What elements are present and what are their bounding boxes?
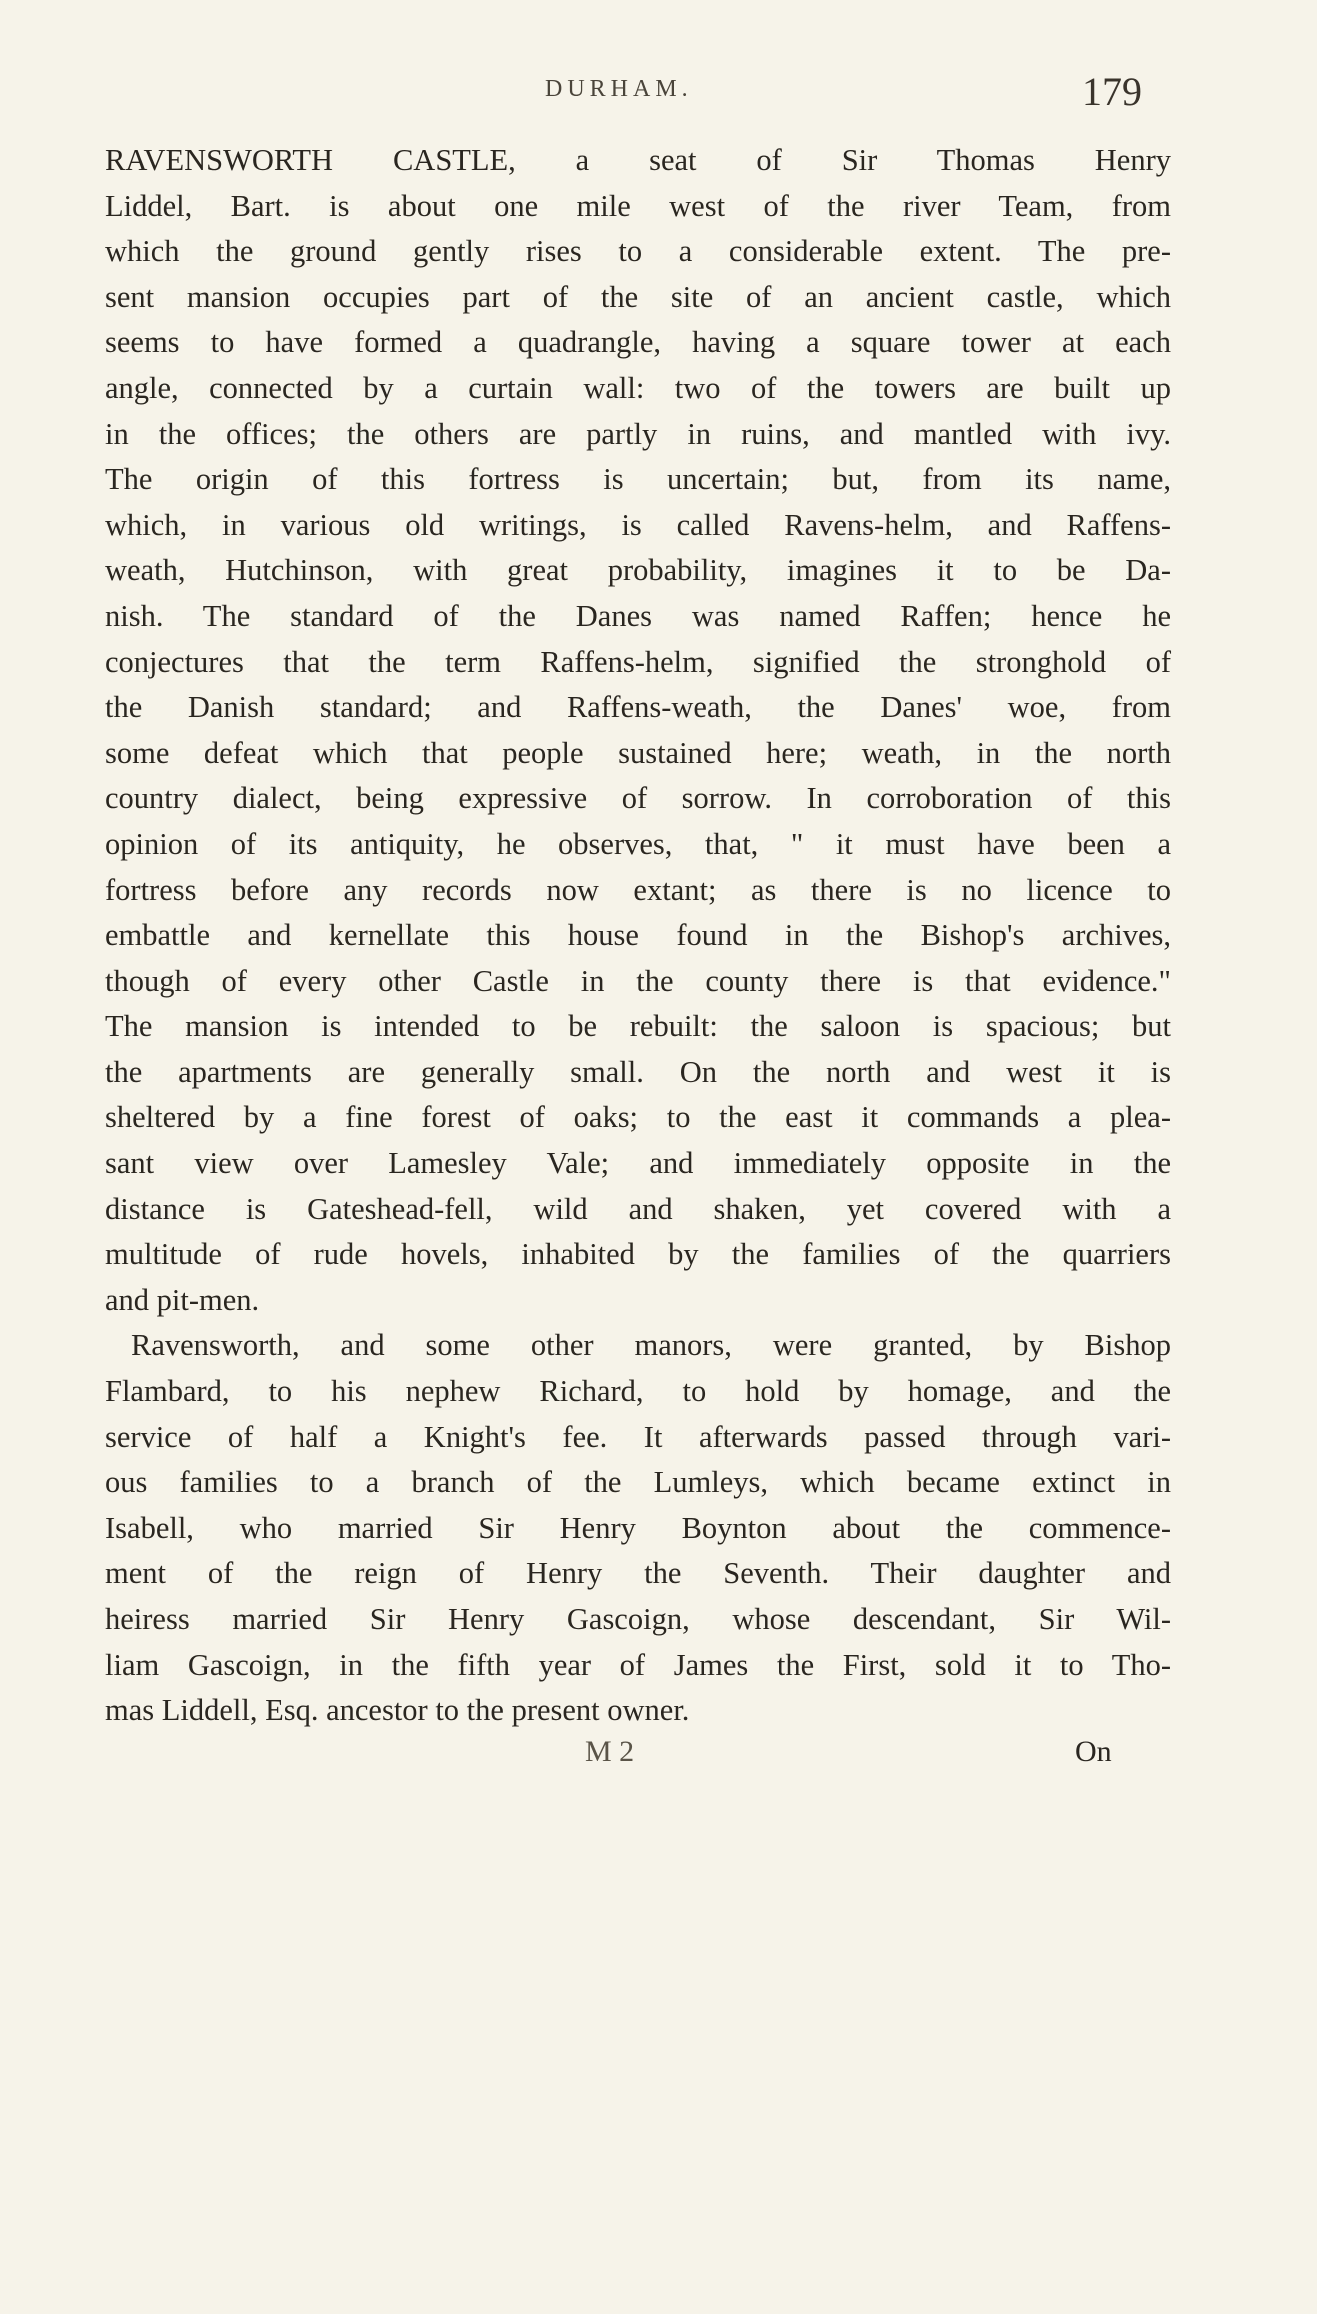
running-title: DURHAM. [545, 76, 693, 102]
text-line: and pit-men. [105, 1282, 260, 1317]
text-line: The mansion is intended to be rebuilt: the saloon is spacious; but [105, 1009, 1171, 1044]
catchword: On [1075, 1735, 1112, 1768]
text-line: opinion of its antiquity, he observes, that, " it must have been a [105, 826, 1171, 861]
text-line: sheltered by a fine forest of oaks; to the east it commands a plea- [105, 1100, 1171, 1135]
paragraph-1 [105, 138, 1171, 1323]
text-line: nish. The standard of the Danes was named Raffen; hence he [105, 598, 1171, 633]
text-line: which the ground gently rises to a considerable extent. The pre- [105, 234, 1171, 269]
running-head [0, 68, 1317, 138]
text-line: ous families to a branch of the Lumleys, which became extinct in [105, 1465, 1171, 1500]
text-line: fortress before any records now extant; as there is no licence to [105, 872, 1171, 907]
text-line: Flambard, to his nephew Richard, to hold by homage, and the [105, 1374, 1171, 1409]
text-line: angle, connected by a curtain wall: two of the towers are built up [105, 370, 1171, 405]
text-line: some defeat which that people sustained here; weath, in the north [105, 735, 1171, 770]
text-line: liam Gascoign, in the fifth year of James the First, sold it to Tho- [105, 1647, 1171, 1682]
text-line: seems to have formed a quadrangle, having a square tower at each [105, 325, 1171, 360]
text-line: the Danish standard; and Raffens-weath, the Danes' woe, from [105, 690, 1171, 725]
text-line: RAVENSWORTH CASTLE, a seat of Sir Thomas Henry [105, 143, 1171, 177]
paragraph-2 [105, 1323, 1171, 1733]
text-line: in the offices; the others are partly in ruins, and mantled with ivy. [105, 416, 1171, 451]
text-line: sent mansion occupies part of the site of an ancient castle, which [105, 279, 1171, 314]
text-line: ment of the reign of Henry the Seventh. Their daughter and [105, 1556, 1171, 1591]
text-line: service of half a Knight's fee. It afterwards passed through vari- [105, 1419, 1171, 1454]
text-line: mas Liddell, Esq. ancestor to the present owner. [105, 1693, 690, 1728]
text-line: distance is Gateshead-fell, wild and shaken, yet covered with a [105, 1191, 1171, 1226]
text-line: heiress married Sir Henry Gascoign, whose descendant, Sir Wil- [105, 1602, 1171, 1636]
signature-mark: M 2 [585, 1735, 635, 1768]
text-line: embattle and kernellate this house found in the Bishop's archives, [105, 918, 1171, 953]
text-line: conjectures that the term Raffens-helm, signified the stronghold of [105, 644, 1171, 679]
page-number: 179 [1082, 69, 1142, 114]
text-line: Isabell, who married Sir Henry Boynton about the commence- [105, 1510, 1171, 1545]
text-body [105, 138, 1171, 1768]
text-line: weath, Hutchinson, with great probability, imagines it to be Da- [105, 553, 1171, 588]
text-line: the apartments are generally small. On the north and west it is [105, 1054, 1171, 1089]
text-line: Ravensworth, and some other manors, were granted, by Bishop [131, 1328, 1171, 1363]
text-line: though of every other Castle in the county there is that evidence." [105, 963, 1171, 998]
text-line: Liddel, Bart. is about one mile west of the river Team, from [105, 188, 1171, 223]
text-line: multitude of rude hovels, inhabited by the families of the quarriers [105, 1237, 1171, 1272]
text-line: which, in various old writings, is called Ravens-helm, and Raffens- [105, 507, 1171, 542]
text-line: sant view over Lamesley Vale; and immediately opposite in the [105, 1146, 1171, 1181]
text-line: The origin of this fortress is uncertain; but, from its name, [105, 462, 1171, 497]
text-line: country dialect, being expressive of sorrow. In corroboration of this [105, 781, 1171, 816]
